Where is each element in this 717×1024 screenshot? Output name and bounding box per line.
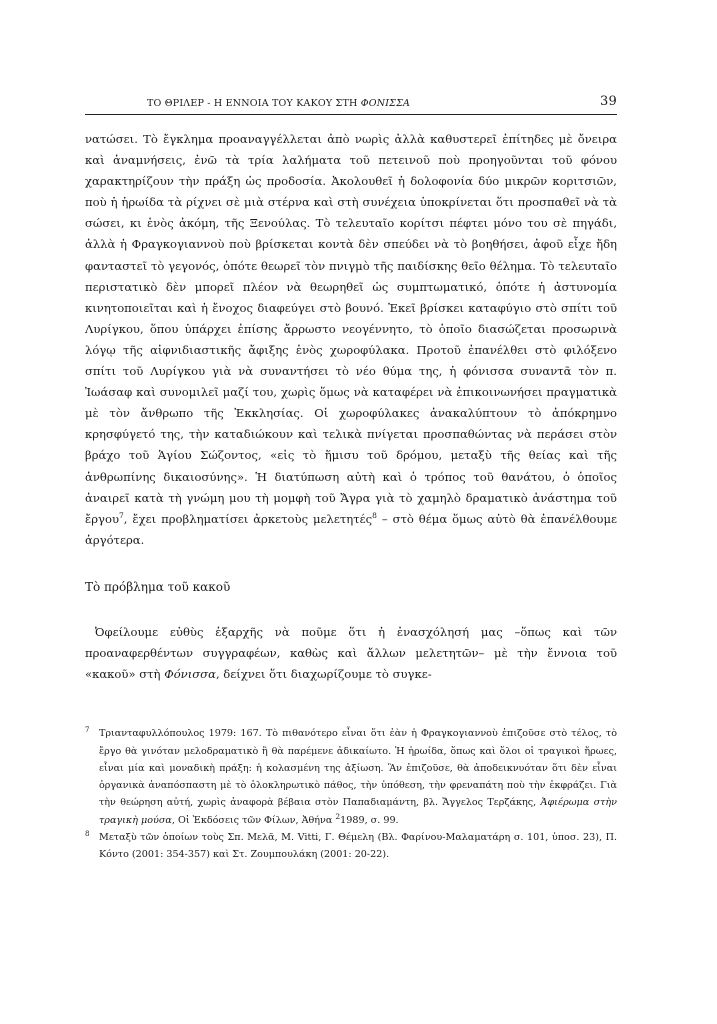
edition-superscript: 2: [335, 811, 341, 821]
work-title: Φόνισσα: [164, 667, 216, 682]
footnote-7: 7 Τριανταφυλλόπουλος 1979: 167. Τὸ πιθανότερο εἶναι ὅτι ἐὰν ἡ Φραγκογιαννοὺ ἐπιζοῦσε στὸ τέλος, τὸ ἔργο θὰ γινόταν μελοδραματικὸ ἢ θὰ παρέμενε ἀδικαίωτο. Ἡ ἡρωίδα, ὅπως καὶ ὅλοι οἱ τραγικοὶ ἥρωες, εἶναι μία καὶ μοναδικὴ πράξη: ἡ κολασμένη της ἀξίωση. Ἂν ἐπιζοῦσε, θὰ ἀποδεικνυόταν ὅτι δὲν εἶναι ὀργανικὰ ἀναπόσπαστη μὲ τὸ ὁλοκληρωτικὸ πάθος, τὴν ὑπόθεση, τὴν φρεναπάτη ποὺ τὴν ἐκφράζει. Γιὰ τὴν θεώρηση αὐτή, χωρὶς ἀναφορὰ βέβαια στὸν Παπαδιαμάντη, βλ. Ἄγγελος Τερζάκης, Ἀφιέρωμα στὴν τραγικὴ μούσα, Οἱ Ἐκδόσεις τῶν Φίλων, Ἀθήνα $^2$1989, σ. 99.: [85, 725, 617, 829]
body-text: [85, 129, 617, 685]
footnote-7-book-title: Ἀφιέρωμα στὴν τραγικὴ μούσα: [99, 797, 618, 826]
footnote-mark-7: 7: [85, 726, 90, 735]
section-heading: Τὸ πρόβλημα τοῦ κακοῦ: [85, 579, 231, 594]
paragraph-1: νατώσει. Τὸ ἔγκλημα προαναγγέλλεται ἀπὸ νωρὶς ἀλλὰ καθυστερεῖ ἐπίτηδες μὲ ὄνειρα καὶ ἀναμνήσεις, ἐνῶ τὰ τρία λαλήματα τοῦ πετεινοῦ ποὺ προηγοῦνται τοῦ φόνου χαρακτηρίζουν τὴν πράξη ὡς προδοσία. Ἀκολουθεῖ ἡ δολοφονία δύο μικρῶν κοριτσιῶν, ποὺ ἡ ἡρωίδα τὰ ρίχνει σὲ μιὰ στέρνα καὶ στὴ συνέχεια ὑποκρίνεται ὅτι προσπαθεῖ νὰ τὰ σώσει, κι ἑνὸς ἀκόμη, τῆς Ξενούλας. Τὸ τελευταῖο κορίτσι πέφτει μόνο του σὲ πηγάδι, ἀλλὰ ἡ Φραγκογιαννοὺ ποὺ βρίσκεται κοντὰ δὲν σπεύδει νὰ τὸ βοηθήσει, ἀφοῦ εἶχε ἤδη φανταστεῖ τὸ γεγονός, ὁπότε θεωρεῖ τὸν πνιγμὸ τῆς παιδίσκης θεῖο θέλημα. Τὸ τελευταῖο περιστατικὸ δὲν μπορεῖ πλέον νὰ θεωρηθεῖ ὡς συμπτωματικό, ὁπότε ἡ ἀστυνομία κινητοποιεῖται καὶ ἡ ἔνοχος διαφεύγει στὸ βουνό. Ἐκεῖ βρίσκει καταφύγιο στὸ σπίτι τοῦ Λυρίγκου, ὅπου ὑπάρχει ἐπίσης ἄρρωστο νεογέννητο, τὸ ὁποῖο διασώζεται προσωρινὰ λόγῳ τῆς αἰφνιδιαστικῆς ἄφιξης ἑνὸς χωροφύλακα. Προτοῦ ἐπανέλθει στὸ φιλόξενο σπίτι τοῦ Λυρίγκου γιὰ νὰ συναντήσει τὸ νέο θύμα της, ἡ φόνισσα συναντᾶ τὸν π. Ἰωάσαφ καὶ συνομιλεῖ μαζί του, χωρὶς ὅμως νὰ καταφέρει νὰ ἐπικοινωνήσει πραγματικὰ μὲ τὸν ἄνθρωπο τῆς Ἐκκλησίας. Οἱ χωροφύλακες ἀνακαλύπτουν τὸ ἀπόκρημνο κρησφύγετό της, τὴν καταδιώκουν καὶ τελικὰ πνίγεται προσπαθώντας νὰ περάσει στὸν βράχο τοῦ Ἁγίου Σώζοντος, «εἰς τὸ ἥμισυ τοῦ δρόμου, μεταξὺ τῆς θείας καὶ τῆς ἀνθρωπίνης δικαιοσύνης». Ἡ διατύπωση αὐτὴ καὶ ὁ τρόπος τοῦ θανάτου, ὁ ὁποῖος ἀναιρεῖ κατὰ τὴ γνώμη μου τὴ μομφὴ τοῦ Ἄγρα γιὰ τὸ χαμηλὸ δραματικὸ ἀνάστημα τοῦ ἔργου$^7$, ἔχει προβληματίσει ἀρκετοὺς μελετητές$^8$ – στὸ θέμα ὅμως αὐτὸ θὰ ἐπανέλθουμε ἀργότερα.: [85, 132, 617, 547]
footnote-8: 8 Μεταξὺ τῶν ὁποίων τοὺς Σπ. Μελᾶ, M. Vitti, Γ. Θέμελη (Βλ. Φαρίνου-Μαλαματάρη σ. 101, ὑποσ. 23), Π. Κόντο (2001: 354-357) καὶ Στ. Ζουμπουλάκη (2001: 20-22).: [85, 829, 617, 864]
footnotes: [85, 725, 617, 863]
running-header: [85, 92, 617, 115]
running-title: ΤΟ ΘΡΙΛΕΡ - Η ΕΝΝΟΙΑ ΤΟΥ ΚΑΚΟΥ ΣΤΗ ΦΟΝΙΣΣΑ: [147, 98, 411, 109]
footnote-ref-7[interactable]: 7: [119, 510, 124, 520]
running-title-italic: ΦΟΝΙΣΣΑ: [360, 98, 411, 109]
footnote-mark-8: 8: [85, 830, 90, 839]
page: [85, 92, 617, 864]
paragraph-2: Ὀφείλουμε εὐθὺς ἐξαρχῆς νὰ ποῦμε ὅτι ἡ ἐνασχόλησή μας –ὅπως καὶ τῶν προαναφερθέντων συγγραφέων, καθὼς καὶ ἄλλων μελετητῶν– μὲ τὴν ἔννοια τοῦ «κακοῦ» στὴ Φόνισσα, δείχνει ὅτι διαχωρίζουμε τὸ συγκε-: [85, 624, 617, 682]
page-number: 39: [600, 94, 617, 109]
footnote-ref-8[interactable]: 8: [372, 510, 377, 520]
